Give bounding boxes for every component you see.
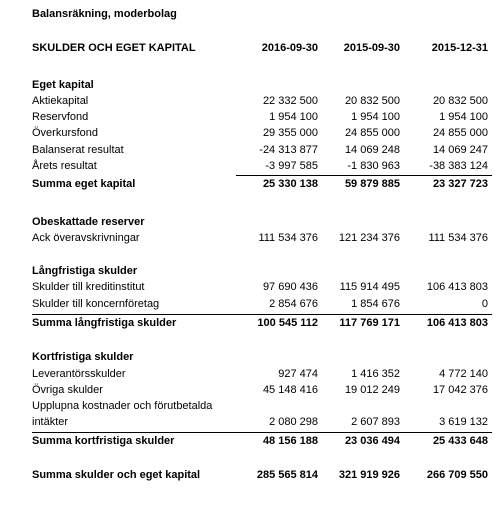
table-header: [32, 42, 492, 58]
header-date-2: 2015-09-30: [343, 42, 400, 54]
table-row: Aktiekapital 22 332 500 20 832 500 20 832 500: [32, 95, 488, 107]
table-row: Skulder till koncernföretag 2 854 676 1 854 676 0: [32, 298, 488, 310]
section-heading-eget-kapital: Eget kapital: [32, 79, 94, 91]
document-title: Balansräkning, moderbolag: [32, 8, 177, 20]
table-row: Övriga skulder 45 148 416 19 012 249 17 042 376: [32, 384, 488, 396]
header-label: SKULDER OCH EGET KAPITAL: [32, 42, 196, 54]
table-row: Leverantörsskulder 927 474 1 416 352 4 772 140: [32, 368, 488, 380]
table-row: Reservfond 1 954 100 1 954 100 1 954 100: [32, 111, 488, 123]
total-row: Summa kortfristiga skulder 48 156 188 23 036 494 25 433 648: [32, 435, 488, 447]
section-heading-langfristiga: Långfristiga skulder: [32, 265, 138, 277]
section-heading-kortfristiga: Kortfristiga skulder: [32, 351, 134, 363]
table-row: Skulder till kreditinstitut 97 690 436 115 914 495 106 413 803: [32, 281, 488, 293]
total-row: Summa långfristiga skulder 100 545 112 117 769 171 106 413 803: [32, 317, 488, 329]
header-date-3: 2015-12-31: [431, 42, 488, 54]
subtotal-divider: [236, 175, 492, 176]
subtotal-divider: [32, 432, 492, 433]
section-heading-obeskattade: Obeskattade reserver: [32, 216, 145, 228]
table-row: Årets resultat -3 997 585 -1 830 963 -38 383 124: [32, 160, 488, 172]
table-row: intäkter 2 080 298 2 607 893 3 619 132: [32, 416, 488, 428]
table-row: Överkursfond 29 355 000 24 855 000 24 855 000: [32, 127, 488, 139]
total-row: Summa eget kapital 25 330 138 59 879 885 23 327 723: [32, 178, 488, 190]
table-row: Balanserat resultat -24 313 877 14 069 248 14 069 247: [32, 144, 488, 156]
subtotal-divider: [32, 314, 492, 315]
header-date-1: 2016-09-30: [261, 42, 318, 54]
table-row-label-line: Upplupna kostnader och förutbetalda: [32, 400, 213, 412]
grand-total-row: Summa skulder och eget kapital 285 565 814 321 919 926 266 709 550: [32, 469, 488, 481]
table-row: Ack överavskrivningar 111 534 376 121 234 376 111 534 376: [32, 232, 488, 244]
